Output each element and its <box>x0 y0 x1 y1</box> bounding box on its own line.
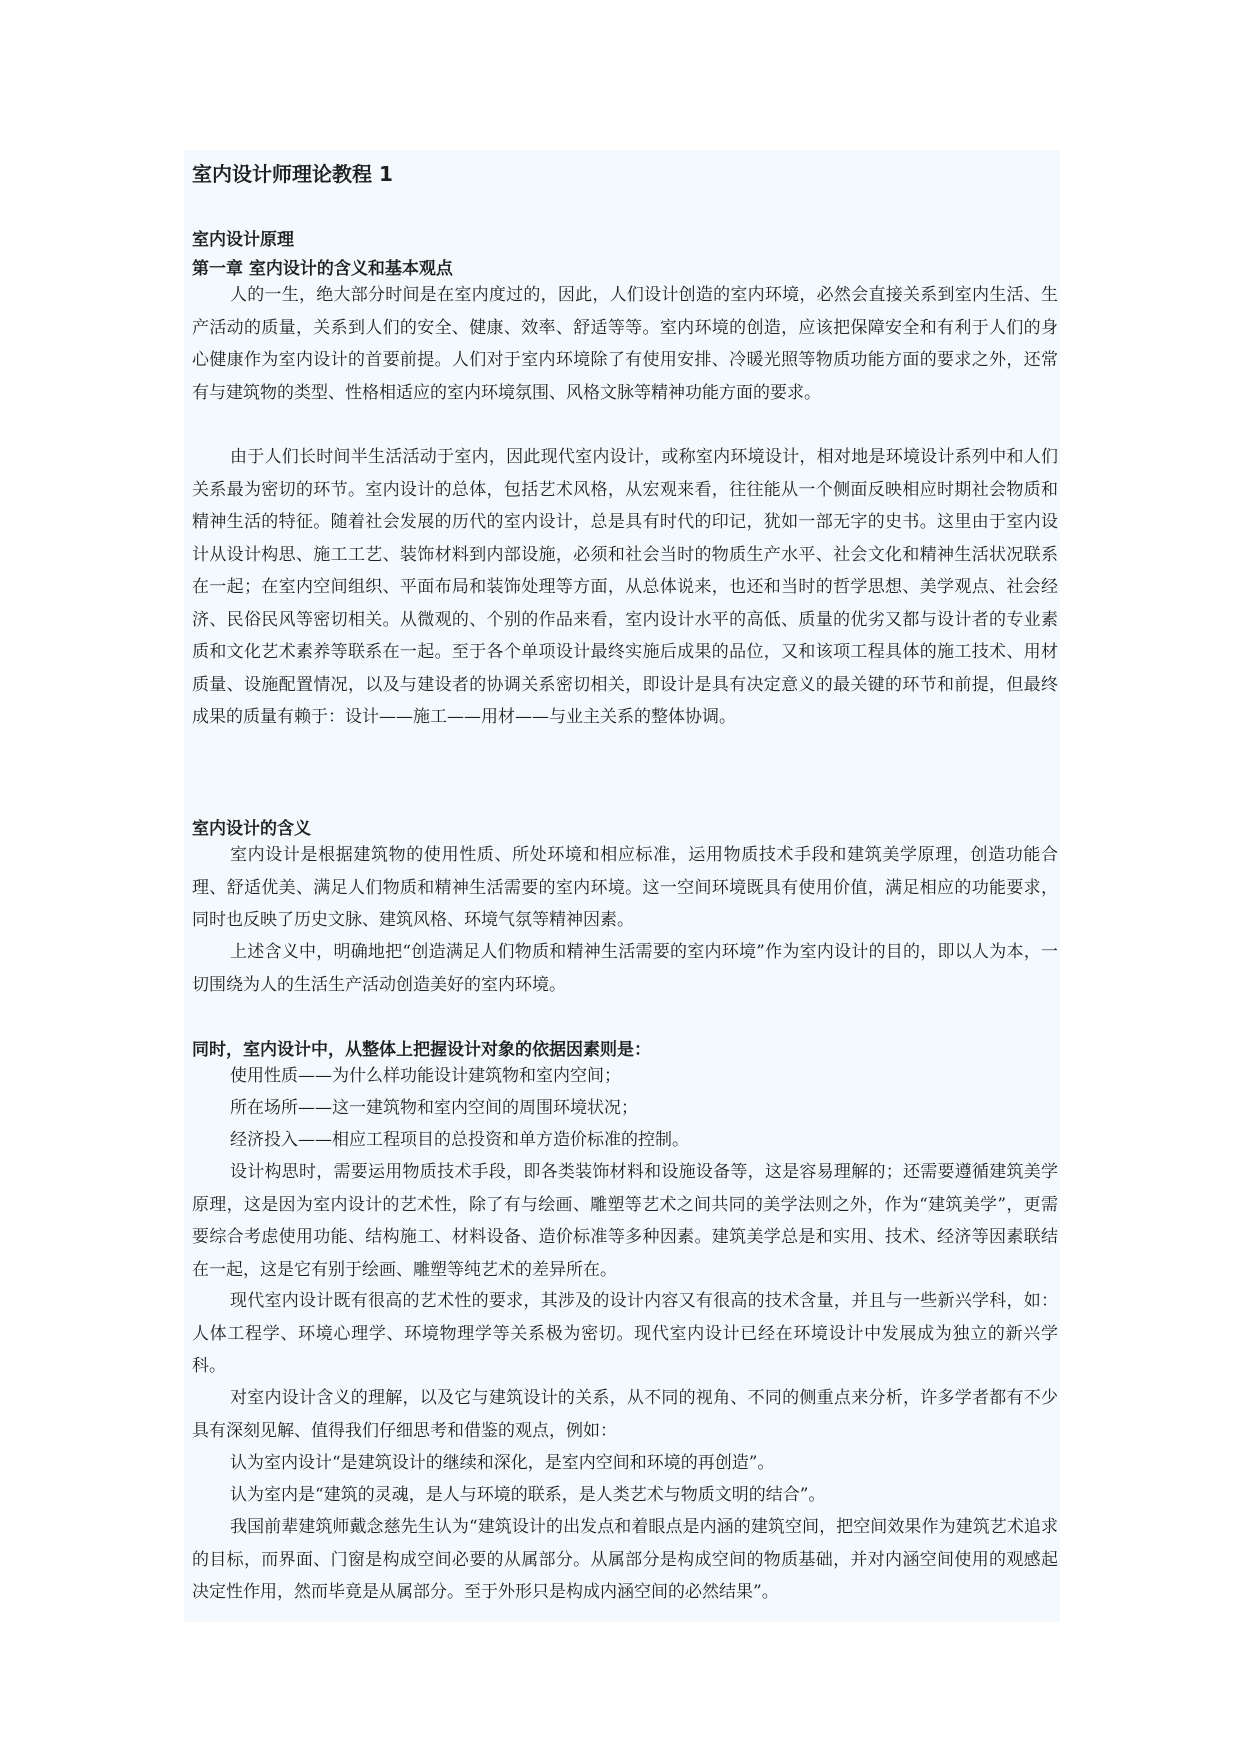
paragraph-2: 由于人们长时间半生活活动于室内，因此现代室内设计，或称室内环境设计，相对地是环境设计系列中和人们关系最为密切的环节。室内设计的总体，包括艺术风格，从宏观来看，往往能从一个侧面反映相应时期社会物质和精神生活的特征。随着社会发展的历代的室内设计，总是具有时代的印记，犹如一部无字的史书。这里由于室内设计从设计构思、施工工艺、装饰材料到内部设施，必须和社会当时的物质生产水平、社会文化和精神生活状况联系在一起；在室内空间组织、平面布局和装饰处理等方面，从总体说来，也还和当时的哲学思想、美学观点、社会经济、民俗民风等密切相关。从微观的、个别的作品来看，室内设计水平的高低、质量的优劣又都与设计者的专业素质和文化艺术素养等联系在一起。至于各个单项设计最终实施后成果的品位，又和该项工程具体的施工技术、用材质量、设施配置情况，以及与建设者的协调关系密切相关，即设计是具有决定意义的最关键的环节和前提，但最终成果的质量有赖于：设计——施工——用材——与业主关系的整体协调。 <box>192 447 1058 727</box>
section-heading-factors: 同时，室内设计中，从整体上把握设计对象的依据因素则是： <box>192 1040 651 1060</box>
document-title: 室内设计师理论教程 1 <box>192 162 393 186</box>
document-content-block <box>184 150 1060 1622</box>
paragraph-4: 上述含义中，明确地把“创造满足人们物质和精神生活需要的室内环境”作为室内设计的目的，即以人为本，一切围绕为人的生活生产活动创造美好的室内环境。 <box>192 942 1058 995</box>
paragraph-8: 我国前辈建筑师戴念慈先生认为“建筑设计的出发点和着眼点是内涵的建筑空间，把空间效果作为建筑艺术追求的目标，而界面、门窗是构成空间必要的从属部分。从属部分是构成空间的物质基础，并对内涵空间使用的观感起决定性作用，然而毕竟是从属部分。至于外形只是构成内涵空间的必然结果”。 <box>192 1517 1058 1602</box>
paragraph-3: 室内设计是根据建筑物的使用性质、所处环境和相应标准，运用物质技术手段和建筑美学原理，创造功能合理、舒适优美、满足人们物质和精神生活需要的室内环境。这一空间环境既具有使用价值，满足相应的功能要求，同时也反映了历史文脉、建筑风格、环境气氛等精神因素。 <box>192 845 1058 930</box>
paragraph-6: 现代室内设计既有很高的艺术性的要求，其涉及的设计内容又有很高的技术含量，并且与一些新兴学科，如：人体工程学、环境心理学、环境物理学等关系极为密切。现代室内设计已经在环境设计中发展成为独立的新兴学科。 <box>192 1291 1058 1376</box>
paragraph-1: 人的一生，绝大部分时间是在室内度过的，因此，人们设计创造的室内环境，必然会直接关系到室内生活、生产活动的质量，关系到人们的安全、健康、效率、舒适等等。室内环境的创造，应该把保障安全和有利于人们的身心健康作为室内设计的首要前提。人们对于室内环境除了有使用安排、冷暖光照等物质功能方面的要求之外，还常有与建筑物的类型、性格相适应的室内环境氛围、风格文脉等精神功能方面的要求。 <box>192 285 1058 403</box>
list-item-factor-3: 经济投入——相应工程项目的总投资和单方造价标准的控制。 <box>230 1130 689 1150</box>
section-heading-meaning: 室内设计的含义 <box>192 819 311 839</box>
paragraph-5: 设计构思时，需要运用物质技术手段，即各类装饰材料和设施设备等，这是容易理解的；还需要遵循建筑美学原理，这是因为室内设计的艺术性，除了有与绘画、雕塑等艺术之间共同的美学法则之外，作为“建筑美学”，更需要综合考虑使用功能、结构施工、材料设备、造价标准等多种因素。建筑美学总是和实用、技术、经济等因素联结在一起，这是它有别于绘画、雕塑等纯艺术的差异所在。 <box>192 1162 1058 1280</box>
quote-item-1: 认为室内设计“是建筑设计的继续和深化，是室内空间和环境的再创造”。 <box>230 1453 775 1473</box>
list-item-factor-1: 使用性质——为什么样功能设计建筑物和室内空间； <box>230 1066 621 1086</box>
section-heading-principle: 室内设计原理 <box>192 230 294 250</box>
chapter-heading: 第一章 室内设计的含义和基本观点 <box>192 259 453 279</box>
paragraph-7: 对室内设计含义的理解，以及它与建筑设计的关系，从不同的视角、不同的侧重点来分析，许多学者都有不少具有深刻见解、值得我们仔细思考和借鉴的观点，例如： <box>192 1388 1058 1441</box>
list-item-factor-2: 所在场所——这一建筑物和室内空间的周围环境状况； <box>230 1098 638 1118</box>
quote-item-2: 认为室内是“建筑的灵魂，是人与环境的联系，是人类艺术与物质文明的结合”。 <box>230 1485 826 1505</box>
